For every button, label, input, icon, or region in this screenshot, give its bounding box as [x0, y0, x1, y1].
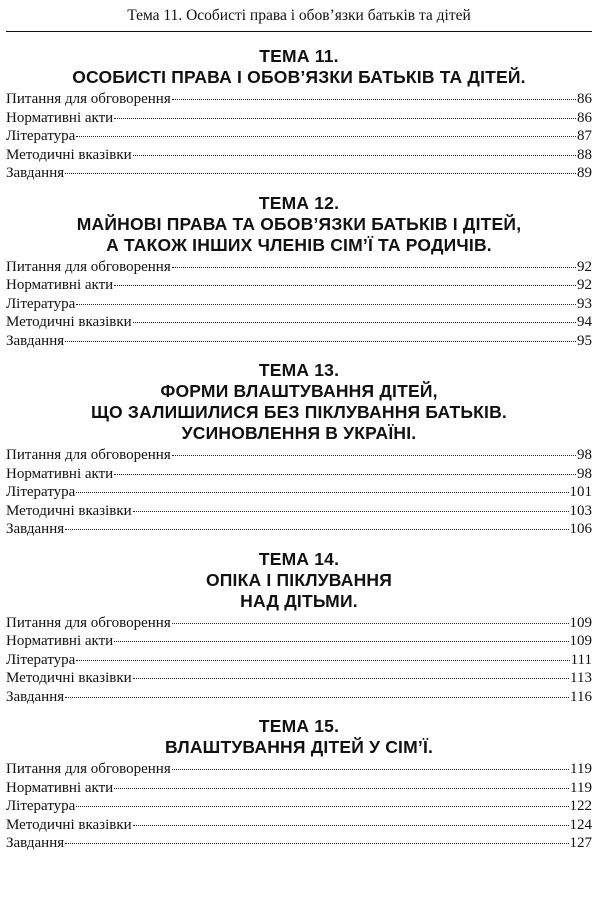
toc-entry[interactable]	[6, 295, 592, 314]
dot-leader	[114, 285, 576, 286]
dot-leader	[133, 825, 569, 826]
dot-leader	[76, 304, 576, 305]
topic-section	[6, 193, 592, 351]
toc-entry-label: Питання для обговорення	[6, 447, 171, 463]
running-header: Тема 11. Особисті права і обов’язки батьків та дітей	[127, 7, 471, 24]
dot-leader	[65, 697, 569, 698]
toc-entry[interactable]	[6, 632, 592, 651]
topic-number: ТЕМА 13.	[258, 360, 340, 380]
toc-entry-page-number: 89	[577, 165, 592, 181]
dot-leader	[172, 99, 576, 100]
toc-entry[interactable]	[6, 313, 592, 332]
dot-leader	[76, 492, 568, 493]
toc-entry[interactable]	[6, 164, 592, 183]
dot-leader	[114, 474, 576, 475]
toc-entry-page-number: 116	[570, 688, 592, 705]
toc-entry-page-number: 92	[577, 258, 592, 275]
toc-entry-label: Завдання	[6, 835, 65, 851]
topic-title-line: ВЛАШТУВАННЯ ДІТЕЙ У СІМ’Ї.	[164, 737, 434, 757]
topic-title-line: ЩО ЗАЛИШИЛИСЯ БЕЗ ПІКЛУВАННЯ БАТЬКІВ.	[91, 402, 507, 422]
toc-entry-label: Питання для обговорення	[6, 91, 171, 107]
toc-entry[interactable]	[6, 276, 592, 295]
dot-leader	[114, 118, 576, 119]
toc-entry-label: Завдання	[6, 521, 65, 537]
toc-entry-label: Питання для обговорення	[6, 614, 171, 631]
toc-entry[interactable]	[6, 779, 592, 798]
topic-title	[6, 381, 592, 444]
topic-number: ТЕМА 12.	[258, 192, 340, 213]
dot-leader	[172, 769, 569, 770]
toc-entry[interactable]	[6, 90, 592, 109]
toc-entry-page-number: 92	[577, 277, 592, 293]
toc-entry[interactable]	[6, 797, 592, 816]
toc-entry[interactable]	[6, 109, 592, 128]
toc-entry-page-number: 122	[569, 798, 592, 814]
toc-entry[interactable]	[6, 258, 592, 277]
toc-entry-label: Методичні вказівки	[6, 502, 132, 519]
toc-entry[interactable]	[6, 446, 592, 465]
topic-section	[6, 549, 592, 707]
toc-entry-label: Методичні вказівки	[6, 146, 132, 163]
toc-entry[interactable]	[6, 760, 592, 779]
toc-entry[interactable]	[6, 127, 592, 146]
toc-entry[interactable]	[6, 688, 592, 707]
dot-leader	[172, 267, 576, 268]
toc-entry-page-number: 86	[577, 91, 592, 107]
toc-entry-label: Завдання	[6, 165, 65, 181]
dot-leader	[172, 455, 576, 456]
dot-leader	[76, 806, 568, 807]
topic-number: ТЕМА 11.	[259, 46, 339, 66]
topic-title-line: ОСОБИСТІ ПРАВА І ОБОВ’ЯЗКИ БАТЬКІВ ТА ДІТЕЙ.	[72, 67, 526, 87]
toc-entry-label: Завдання	[6, 688, 65, 705]
toc-entry-page-number: 124	[569, 816, 592, 833]
dot-leader	[114, 641, 568, 642]
dot-leader	[65, 173, 576, 174]
dot-leader	[65, 843, 568, 844]
toc-entry[interactable]	[6, 816, 592, 835]
toc-entry-label: Методичні вказівки	[6, 670, 132, 686]
toc-entry-page-number: 98	[577, 447, 592, 463]
toc-entry-page-number: 111	[570, 651, 592, 668]
topic-section	[6, 360, 592, 539]
toc-entry-label: Література	[6, 798, 76, 814]
dot-leader	[133, 511, 569, 512]
topic-title-line: НАД ДІТЬМИ.	[240, 590, 358, 611]
toc-entry[interactable]	[6, 465, 592, 484]
toc-entry-label: Література	[6, 651, 76, 668]
toc-entry-page-number: 94	[577, 314, 592, 330]
toc-entry-label: Нормативні акти	[6, 277, 114, 293]
toc-entry-page-number: 106	[569, 521, 592, 537]
table-of-contents	[6, 46, 592, 853]
topic-title	[6, 570, 592, 612]
topic-title-line: УСИНОВЛЕННЯ В УКРАЇНІ.	[181, 423, 417, 443]
toc-entry-page-number: 86	[577, 109, 592, 126]
toc-entry-page-number: 98	[577, 465, 592, 482]
toc-entry[interactable]	[6, 651, 592, 670]
toc-entry-page-number: 119	[570, 779, 592, 796]
toc-entry[interactable]	[6, 146, 592, 165]
toc-entry-page-number: 127	[569, 835, 592, 851]
topic-section	[6, 716, 592, 853]
dot-leader	[76, 136, 576, 137]
topic-title	[6, 214, 592, 256]
toc-entry-label: Завдання	[6, 332, 65, 349]
toc-entry-label: Нормативні акти	[6, 633, 114, 649]
topic-number: ТЕМА 14.	[258, 548, 340, 569]
dot-leader	[172, 623, 569, 624]
toc-entry-page-number: 88	[577, 146, 592, 163]
toc-entry-label: Питання для обговорення	[6, 761, 171, 777]
toc-entry-label: Нормативні акти	[6, 109, 114, 126]
topic-title-line: ОПІКА І ПІКЛУВАННЯ	[205, 569, 393, 590]
toc-entry-page-number: 113	[570, 670, 592, 686]
topic-title-line: МАЙНОВІ ПРАВА ТА ОБОВ’ЯЗКИ БАТЬКІВ І ДІТЕЙ,	[76, 213, 522, 234]
toc-entry-page-number: 101	[569, 484, 592, 500]
toc-entry[interactable]	[6, 614, 592, 633]
toc-entry-label: Література	[6, 484, 76, 500]
toc-entry[interactable]	[6, 669, 592, 688]
dot-leader	[65, 529, 568, 530]
toc-entry-label: Література	[6, 128, 76, 144]
dot-leader	[133, 678, 569, 679]
toc-entry-page-number: 87	[577, 128, 592, 144]
toc-entry-label: Література	[6, 295, 76, 312]
toc-entry-label: Нормативні акти	[6, 465, 114, 482]
dot-leader	[65, 341, 576, 342]
toc-entry[interactable]	[6, 332, 592, 351]
dot-leader	[133, 155, 576, 156]
toc-entry[interactable]	[6, 834, 592, 853]
toc-entry-page-number: 109	[569, 614, 592, 631]
topic-title-line: ФОРМИ ВЛАШТУВАННЯ ДІТЕЙ,	[160, 381, 438, 401]
toc-entry-page-number: 103	[569, 502, 592, 519]
dot-leader	[114, 788, 569, 789]
header-rule	[6, 31, 592, 32]
topic-title	[6, 737, 592, 758]
topic-number: ТЕМА 15.	[258, 716, 340, 736]
dot-leader	[76, 660, 569, 661]
toc-entry-page-number: 109	[569, 633, 592, 649]
toc-entry-label: Нормативні акти	[6, 779, 114, 796]
toc-entry-page-number: 119	[570, 761, 592, 777]
toc-entry[interactable]	[6, 520, 592, 539]
topic-title-line: А ТАКОЖ ІНШИХ ЧЛЕНІВ СІМ’Ї ТА РОДИЧІВ.	[106, 234, 492, 255]
toc-entry-page-number: 93	[577, 295, 592, 312]
toc-entry[interactable]	[6, 483, 592, 502]
topic-section	[6, 46, 592, 183]
toc-entry-label: Методичні вказівки	[6, 314, 132, 330]
toc-entry-label: Методичні вказівки	[6, 816, 132, 833]
topic-title	[6, 67, 592, 88]
toc-entry-page-number: 95	[577, 332, 592, 349]
toc-entry[interactable]	[6, 502, 592, 521]
dot-leader	[133, 322, 576, 323]
toc-entry-label: Питання для обговорення	[6, 258, 171, 275]
